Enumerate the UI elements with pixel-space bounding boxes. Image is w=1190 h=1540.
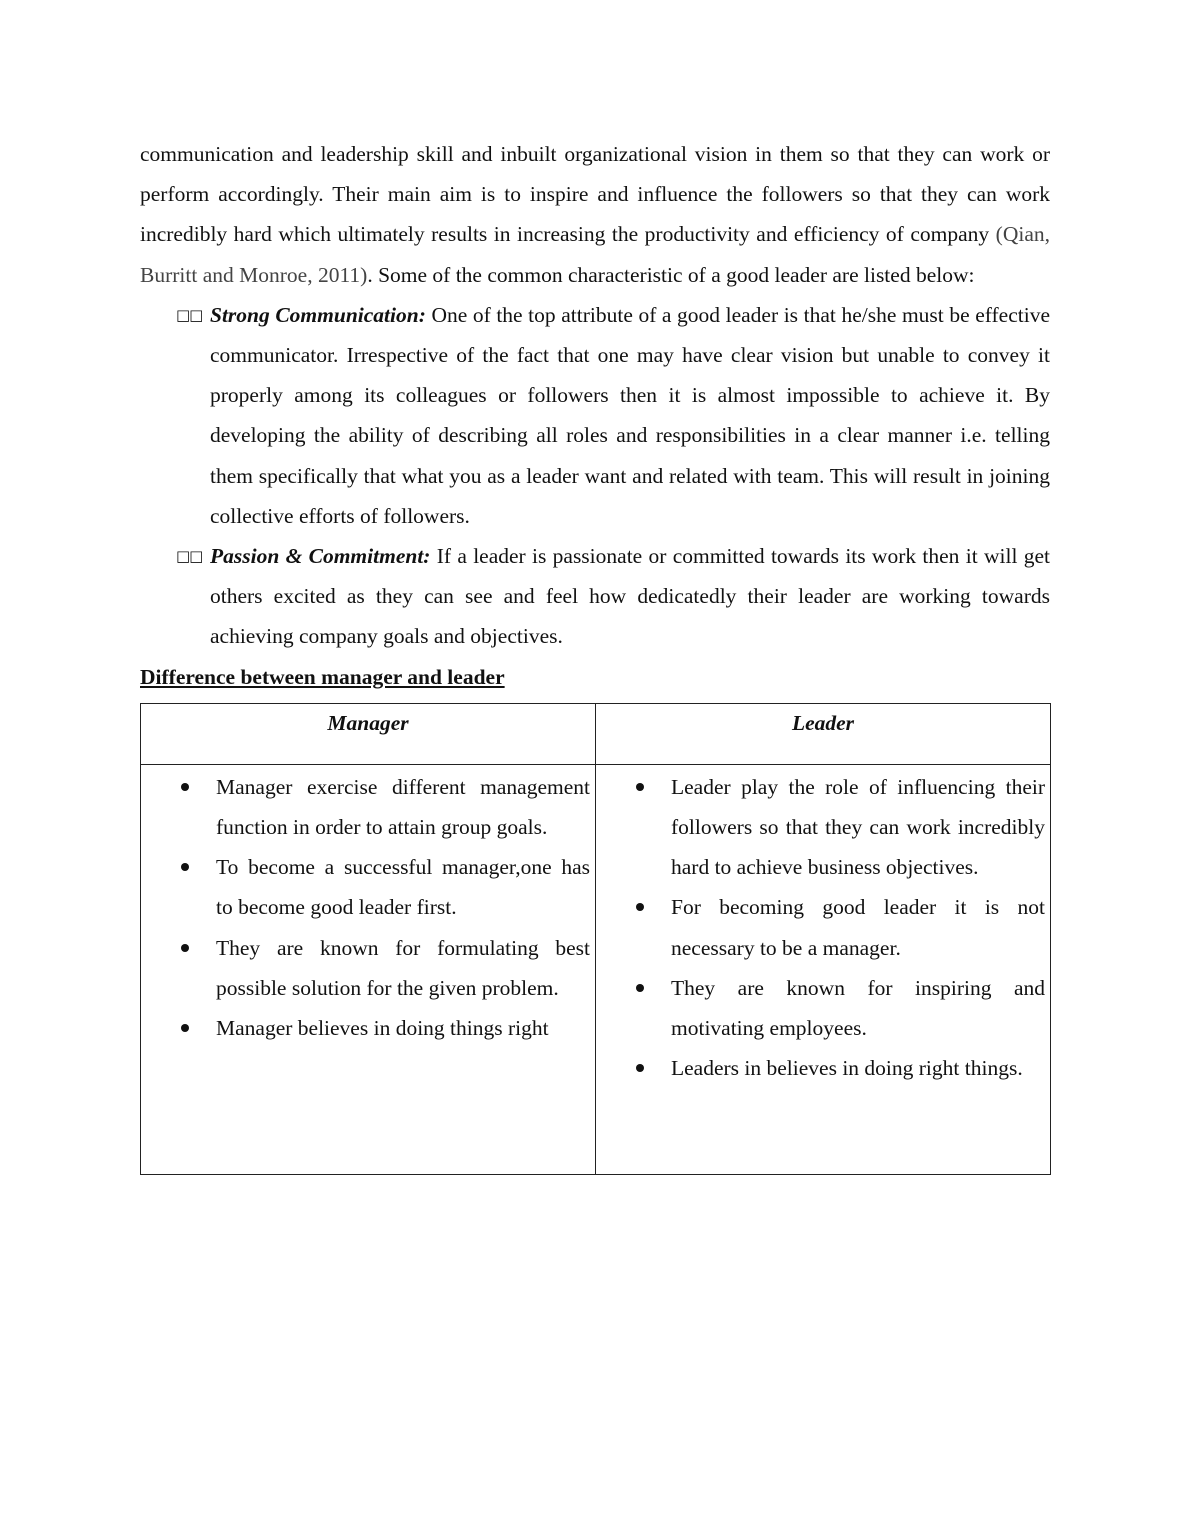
document-page [140,134,1050,1175]
leader-point: Leader play the role of influencing their followers so that they can work incredibly hard to achieve business objectives. [596,767,1045,888]
manager-cell [141,764,596,1174]
leader-column-header: Leader [596,703,1051,764]
section-heading: Difference between manager and leader [140,664,505,689]
characteristic-item [140,295,1050,536]
leader-points-list [596,767,1045,1089]
manager-point: They are known for formulating best possible solution for the given problem. [141,928,590,1008]
manager-point: Manager believes in doing things right [141,1008,590,1048]
intro-text-start: communication and leadership skill and inbuilt organizational vision in them so that they can work or perform accordingly. Their main aim is to inspire and influence the followers so that they can work incredibly hard which ultimately results in increasing the productivity and efficiency of company [140,142,1050,247]
intro-text-end: . Some of the common characteristic of a good leader are listed below: [367,262,975,287]
intro-paragraph [140,134,1050,295]
bullet-glyph-icon: □□ [176,305,203,324]
bullet-glyph-icon: □□ [176,547,203,566]
comparison-table [140,703,1051,1175]
leader-cell [596,764,1051,1174]
table-header-row [141,703,1051,764]
characteristics-list [140,295,1050,657]
manager-column-header: Manager [141,703,596,764]
citation: (Qian, Burritt and Monroe, 2011) [140,222,1050,287]
manager-point: Manager exercise different management function in order to attain group goals. [141,767,590,847]
leader-point: They are known for inspiring and motivating employees. [596,968,1045,1048]
manager-point: To become a successful manager,one has to become good leader first. [141,847,590,927]
leader-point: For becoming good leader it is not necessary to be a manager. [596,887,1045,967]
table-row [141,764,1051,1174]
characteristic-heading: Passion & Commitment: [210,544,431,569]
leader-point: Leaders in believes in doing right things. [596,1048,1045,1088]
manager-points-list [141,767,590,1048]
characteristic-item [140,536,1050,657]
characteristic-text: One of the top attribute of a good leader is that he/she must be effective communicator. Irrespective of the fact that one may have clear vision but unable to convey it properly among its colleagues or followers then it is almost impossible to achieve it. By developing the ability of describing all roles and responsibilities in a clear manner i.e. telling them specifically that what you as a leader want and related with team. This will result in joining collective efforts of followers. [210,302,1050,528]
characteristic-heading: Strong Communication: [210,302,426,327]
characteristic-text: If a leader is passionate or committed towards its work then it will get others excited as they can see and feel how dedicatedly their leader are working towards achieving company goals and objectives. [210,544,1050,649]
